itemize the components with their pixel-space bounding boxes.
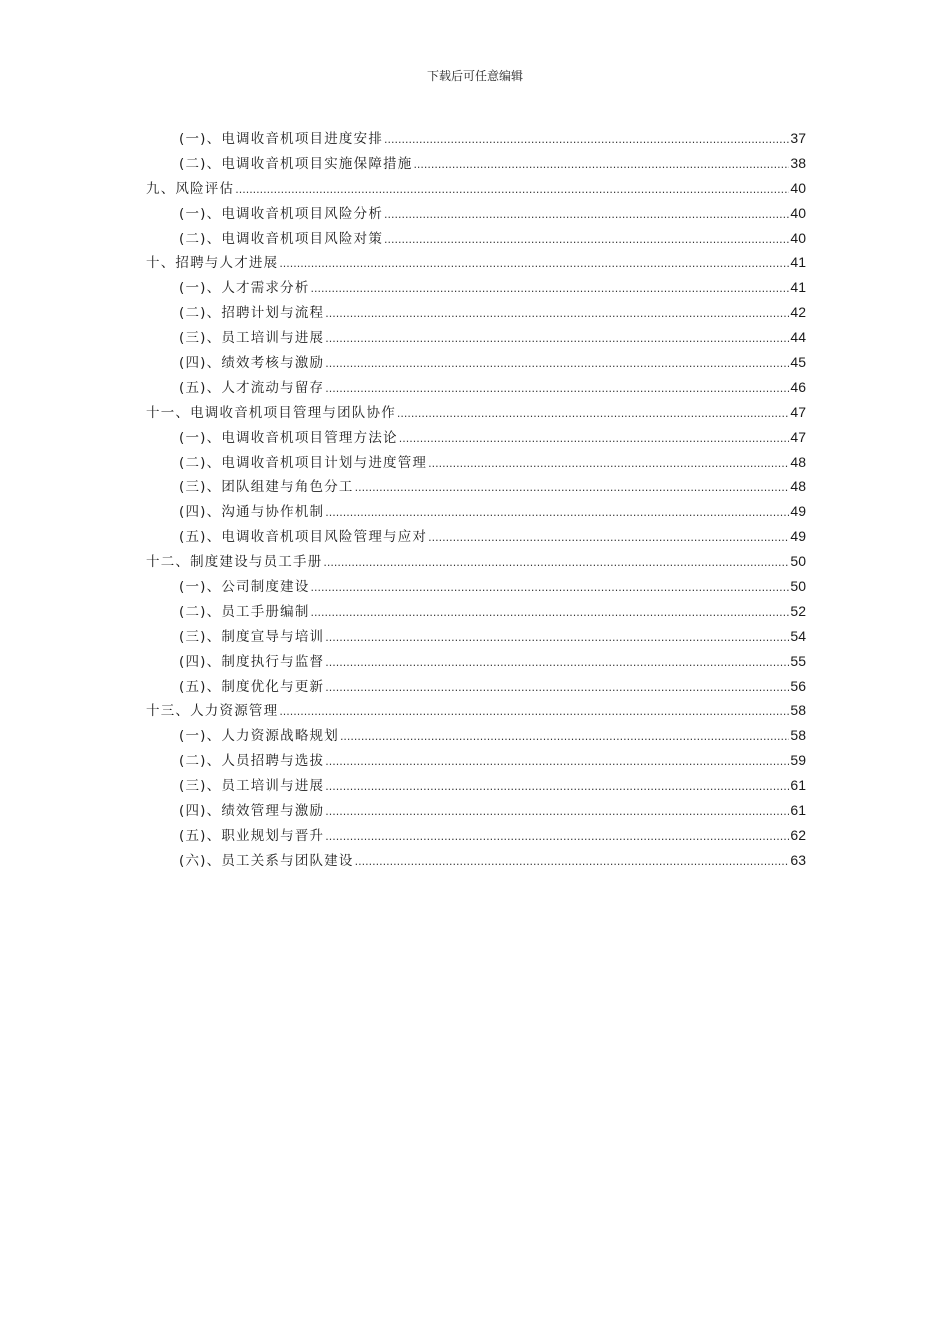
toc-entry-title: (四)、制度执行与监督 — [179, 653, 325, 670]
toc-section-entry[interactable] — [146, 451, 806, 476]
toc-dot-leader — [323, 556, 789, 569]
toc-entry-title: (二)、电调收音机项目风险对策 — [179, 230, 384, 247]
toc-dot-leader — [355, 481, 790, 494]
table-of-contents — [146, 127, 806, 874]
toc-page-number: 41 — [790, 254, 806, 271]
toc-entry-title: 十三、人力资源管理 — [146, 703, 279, 720]
toc-section-entry[interactable] — [146, 600, 806, 625]
toc-page-number: 46 — [790, 378, 806, 395]
toc-page-number: 40 — [790, 179, 806, 196]
toc-dot-leader — [279, 705, 789, 718]
toc-section-entry[interactable] — [146, 301, 806, 326]
toc-section-entry[interactable] — [146, 152, 806, 177]
toc-dot-leader — [325, 332, 789, 345]
toc-entry-title: (三)、员工培训与进展 — [179, 778, 325, 795]
toc-entry-title: (五)、制度优化与更新 — [179, 678, 325, 695]
toc-entry-title: (一)、人才需求分析 — [179, 280, 310, 297]
toc-section-entry[interactable] — [146, 575, 806, 600]
toc-entry-title: 九、风险评估 — [146, 180, 235, 197]
toc-dot-leader — [384, 208, 789, 221]
toc-page-number: 41 — [790, 279, 806, 296]
toc-section-entry[interactable] — [146, 127, 806, 152]
toc-page-number: 61 — [790, 777, 806, 794]
toc-section-entry[interactable] — [146, 376, 806, 401]
toc-dot-leader — [325, 805, 789, 818]
toc-entry-title: (一)、电调收音机项目风险分析 — [179, 205, 384, 222]
toc-dot-leader — [311, 282, 790, 295]
toc-dot-leader — [325, 357, 789, 370]
toc-section-entry[interactable] — [146, 227, 806, 252]
toc-dot-leader — [325, 830, 789, 843]
toc-page-number: 63 — [790, 851, 806, 868]
toc-dot-leader — [355, 855, 790, 868]
toc-dot-leader — [279, 257, 789, 270]
toc-entry-title: (五)、职业规划与晋升 — [179, 827, 325, 844]
toc-dot-leader — [340, 730, 789, 743]
toc-page-number: 38 — [790, 154, 806, 171]
toc-section-entry[interactable] — [146, 276, 806, 301]
toc-section-entry[interactable] — [146, 849, 806, 874]
toc-page-number: 61 — [790, 802, 806, 819]
toc-section-entry[interactable] — [146, 202, 806, 227]
toc-dot-leader — [325, 780, 789, 793]
toc-section-entry[interactable] — [146, 351, 806, 376]
toc-page-number: 62 — [790, 826, 806, 843]
toc-dot-leader — [311, 581, 790, 594]
toc-section-entry[interactable] — [146, 650, 806, 675]
toc-dot-leader — [325, 631, 789, 644]
toc-section-entry[interactable] — [146, 774, 806, 799]
toc-page-number: 40 — [790, 204, 806, 221]
toc-page-number: 55 — [790, 652, 806, 669]
toc-dot-leader — [413, 158, 789, 171]
toc-entry-title: (二)、人员招聘与选拔 — [179, 753, 325, 770]
toc-chapter-entry[interactable] — [146, 251, 806, 276]
toc-chapter-entry[interactable] — [146, 550, 806, 575]
toc-page-number: 58 — [790, 727, 806, 744]
toc-dot-leader — [235, 183, 789, 196]
toc-page-number: 56 — [790, 677, 806, 694]
toc-section-entry[interactable] — [146, 799, 806, 824]
toc-page-number: 49 — [790, 503, 806, 520]
toc-page-number: 49 — [790, 528, 806, 545]
page-header: 下载后可任意编辑 — [426, 69, 523, 83]
toc-page-number: 48 — [790, 478, 806, 495]
toc-section-entry[interactable] — [146, 326, 806, 351]
toc-page-number: 44 — [790, 329, 806, 346]
toc-section-entry[interactable] — [146, 475, 806, 500]
toc-dot-leader — [384, 233, 789, 246]
toc-page-number: 42 — [790, 304, 806, 321]
toc-entry-title: (三)、团队组建与角色分工 — [179, 479, 354, 496]
toc-entry-title: (二)、电调收音机项目计划与进度管理 — [179, 454, 428, 471]
toc-dot-leader — [325, 681, 789, 694]
toc-entry-title: (一)、公司制度建设 — [179, 579, 310, 596]
toc-section-entry[interactable] — [146, 500, 806, 525]
toc-page-number: 47 — [790, 403, 806, 420]
toc-entry-title: (一)、人力资源战略规划 — [179, 728, 339, 745]
toc-page-number: 54 — [790, 627, 806, 644]
toc-dot-leader — [311, 606, 790, 619]
toc-section-entry[interactable] — [146, 675, 806, 700]
toc-page-number: 40 — [790, 229, 806, 246]
toc-page-number: 59 — [790, 752, 806, 769]
toc-dot-leader — [325, 382, 789, 395]
toc-entry-title: (二)、招聘计划与流程 — [179, 305, 325, 322]
toc-entry-title: (二)、员工手册编制 — [179, 603, 310, 620]
toc-entry-title: (四)、绩效考核与激励 — [179, 355, 325, 372]
toc-entry-title: 十二、制度建设与员工手册 — [146, 554, 323, 571]
toc-dot-leader — [397, 407, 790, 420]
toc-section-entry[interactable] — [146, 724, 806, 749]
toc-entry-title: (四)、沟通与协作机制 — [179, 504, 325, 521]
toc-page-number: 37 — [790, 130, 806, 146]
toc-entry-title: (一)、电调收音机项目管理方法论 — [179, 429, 398, 446]
toc-entry-title: (三)、员工培训与进展 — [179, 330, 325, 347]
toc-section-entry[interactable] — [146, 824, 806, 849]
toc-page-number: 50 — [790, 578, 806, 595]
toc-entry-title: (二)、电调收音机项目实施保障措施 — [179, 155, 413, 172]
toc-chapter-entry[interactable] — [146, 401, 806, 426]
toc-chapter-entry[interactable] — [146, 699, 806, 724]
toc-page-number: 45 — [790, 354, 806, 371]
toc-entry-title: (四)、绩效管理与激励 — [179, 803, 325, 820]
toc-section-entry[interactable] — [146, 749, 806, 774]
toc-page-number: 50 — [790, 553, 806, 570]
toc-chapter-entry[interactable] — [146, 177, 806, 202]
toc-page-number: 48 — [790, 453, 806, 470]
toc-page-number: 58 — [790, 702, 806, 719]
toc-entry-title: (五)、人才流动与留存 — [179, 379, 325, 396]
toc-dot-leader — [325, 307, 789, 320]
toc-dot-leader — [399, 432, 790, 445]
toc-section-entry[interactable] — [146, 625, 806, 650]
toc-entry-title: (五)、电调收音机项目风险管理与应对 — [179, 529, 428, 546]
toc-section-entry[interactable] — [146, 426, 806, 451]
toc-entry-title: (三)、制度宣导与培训 — [179, 628, 325, 645]
toc-dot-leader — [325, 755, 789, 768]
toc-dot-leader — [325, 656, 789, 669]
toc-entry-title: (六)、员工关系与团队建设 — [179, 852, 354, 869]
toc-entry-title: 十、招聘与人才进展 — [146, 255, 279, 272]
toc-dot-leader — [325, 506, 789, 519]
toc-page-number: 47 — [790, 428, 806, 445]
toc-entry-title: 十一、电调收音机项目管理与团队协作 — [146, 404, 396, 421]
toc-dot-leader — [428, 531, 789, 544]
toc-dot-leader — [384, 133, 789, 146]
toc-page-number: 52 — [790, 602, 806, 619]
toc-section-entry[interactable] — [146, 525, 806, 550]
toc-dot-leader — [428, 457, 789, 470]
toc-entry-title: (一)、电调收音机项目进度安排 — [179, 131, 384, 147]
